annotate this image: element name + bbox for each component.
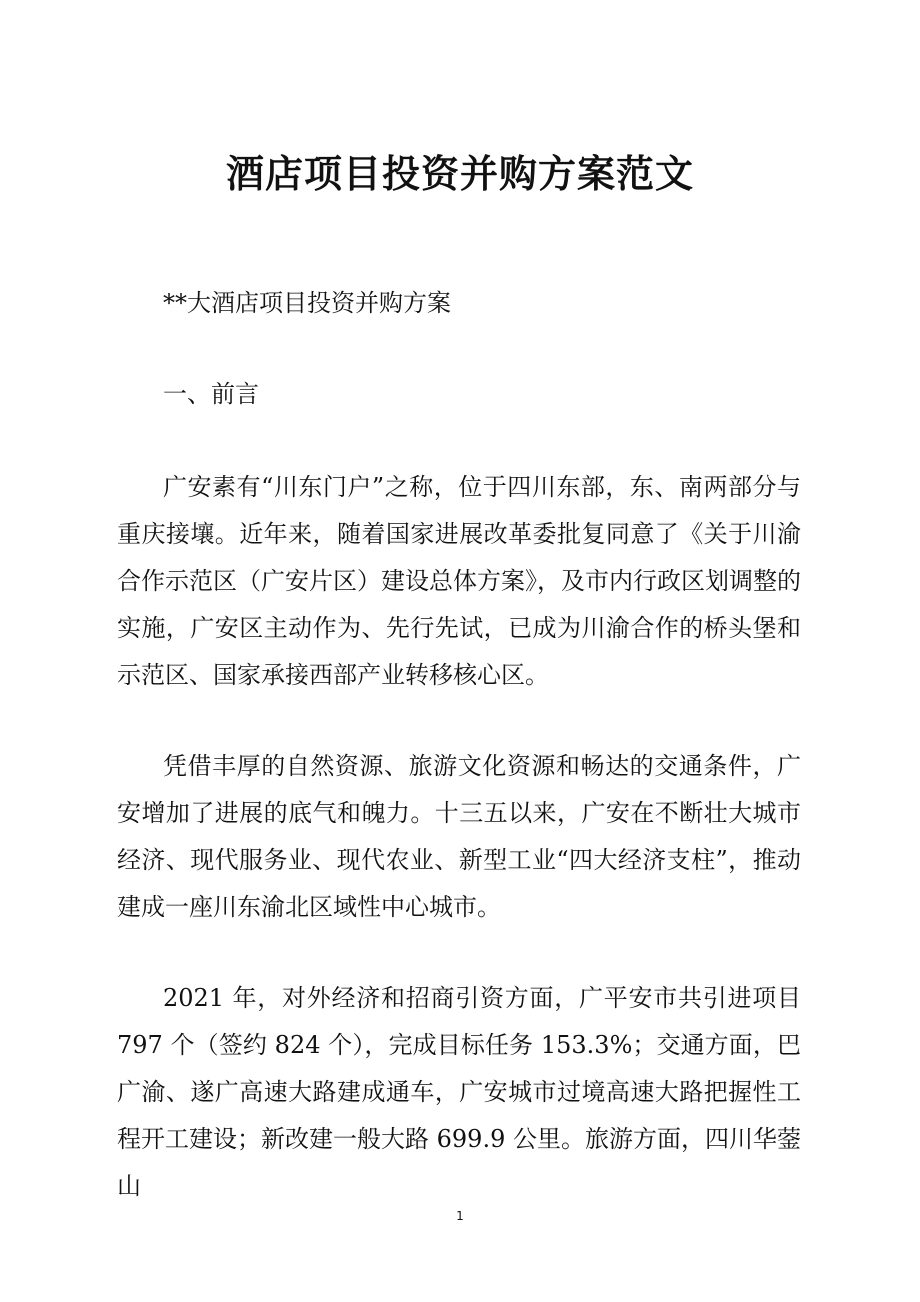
section-heading: 一、前言 [163,380,259,408]
document-subtitle: **大酒店项目投资并购方案 [163,289,451,317]
paragraph-3: 2021 年，对外经济和招商引资方面，广平安市共引进项目797 个（签约 824 个），完成目标任务 153.3%；交通方面，巴广渝、遂广高速大路建成通车，广安城市过境高速大路把握性工程开工建设；新改建一般大路 699.9 公里。旅游方面，四川华蓥山 [117,984,801,1200]
paragraph-1: 广安素有“川东门户”之称，位于四川东部，东、南两部分与重庆接壤。近年来，随着国家进展改革委批复同意了《关于川渝合作示范区（广安片区）建设总体方案》，及市内行政区划调整的实施，广安区主动作为、先行先试，已成为川渝合作的桥头堡和示范区、国家承接西部产业转移核心区。 [117,473,801,689]
document-title: 酒店项目投资并购方案范文 [225,151,694,196]
page-number: 1 [456,1209,464,1223]
paragraph-2: 凭借丰厚的自然资源、旅游文化资源和畅达的交通条件，广安增加了进展的底气和魄力。十三五以来，广安在不断壮大城市经济、现代服务业、现代农业、新型工业“四大经济支柱”，推动建成一座川东渝北区域性中心城市。 [117,752,801,921]
